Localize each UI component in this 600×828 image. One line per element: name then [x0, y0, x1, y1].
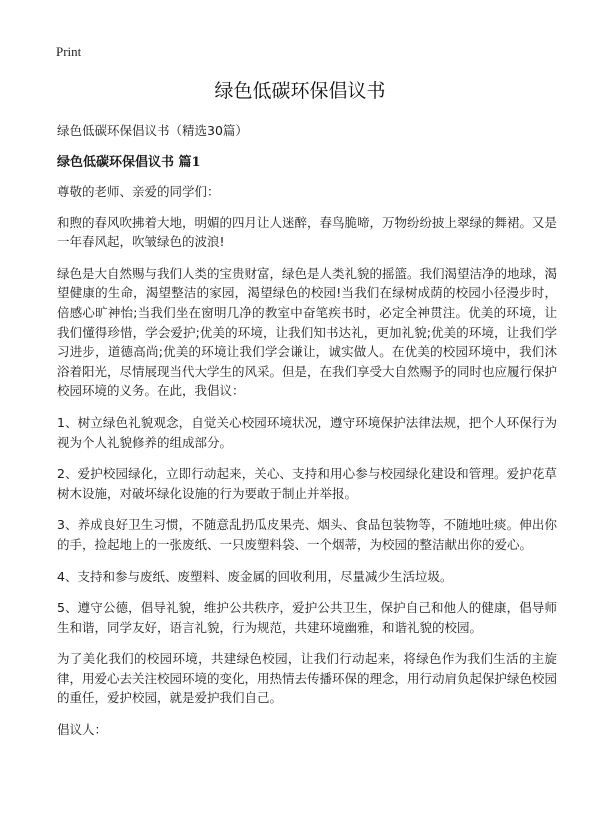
- document-body: [57, 122, 557, 752]
- page-title: 绿色低碳环保倡议书: [214, 80, 386, 102]
- paragraph-body: 绿色是大自然赐与我们人类的宝贵财富，绿色是人类礼貌的摇篮。我们渴望洁净的地球，渴望健康的生命，渴望整洁的家园，渴望绿色的校园!当我们在绿树成荫的校园小径漫步时，倍感心旷神怡;当我们坐在窗明几净的教室中奋笔疾书时，必定全神贯注。优美的环境，让我们懂得珍惜，学会爱护;优美的环境，让我们知书达礼，更加礼貌;优美的环境，让我们学习进步，道德高尚;优美的环境让我们学会谦让，诚实做人。在优美的校园环境中，我们沐浴着阳光，尽情展现当代大学生的风采。但是，在我们享受大自然赐予的同时也应履行保护校园环境的义务。在此，我倡议：: [57, 265, 558, 399]
- paragraph-closing: 为了美化我们的校园环境，共建绿色校园，让我们行动起来，将绿色作为我们生活的主旋律，用爱心去关注校园环境的变化，用热情去传播环保的理念，用行动肩负起保护绿色校园的重任，爱护校园，就是爱护我们自己。: [57, 651, 558, 706]
- signature-line: 倡议人：: [57, 722, 108, 738]
- print-link[interactable]: Print: [56, 44, 82, 59]
- proposal-item-3: 3、养成良好卫生习惯，不随意乱扔瓜皮果壳、烟头、食品包装物等，不随地吐痰。伸出你的手，捡起地上的一张废纸、一只废塑料袋、一个烟蒂，为校园的整洁献出你的爱心。: [57, 517, 557, 552]
- proposal-item-1: 1、树立绿色礼貌观念，自觉关心校园环境状况，遵守环境保护法律法规，把个人环保行为视为个人礼貌修养的组成部分。: [57, 414, 557, 450]
- section-heading: 绿色低碳环保倡议书 篇1: [57, 155, 201, 170]
- greeting-line: 尊敬的老师、亲爱的同学们：: [57, 184, 220, 199]
- proposal-item-5: 5、遵守公德，倡导礼貌，维护公共秩序，爱护公共卫生，保护自己和他人的健康，倡导师生和谐，同学友好，语言礼貌，行为规范，共建环境幽雅，和谐礼貌的校园。: [57, 600, 557, 635]
- paragraph-intro: 和煦的春风吹拂着大地，明媚的四月让人迷醉，春鸟脆啼，万物纷纷披上翠绿的舞裙。又是一年春风起，吹皱绿色的波浪!: [57, 214, 558, 250]
- document-subtitle: 绿色低碳环保倡议书（精选30篇）: [57, 123, 248, 138]
- proposal-item-2: 2、爱护校园绿化，立即行动起来，关心、支持和用心参与校园绿化建设和管理。爱护花草树木设施，对破坏绿化设施的行为要敢于制止并举报。: [57, 466, 557, 501]
- proposal-item-4: 4、支持和参与废纸、废塑料、废金属的回收利用，尽量减少生活垃圾。: [57, 568, 453, 584]
